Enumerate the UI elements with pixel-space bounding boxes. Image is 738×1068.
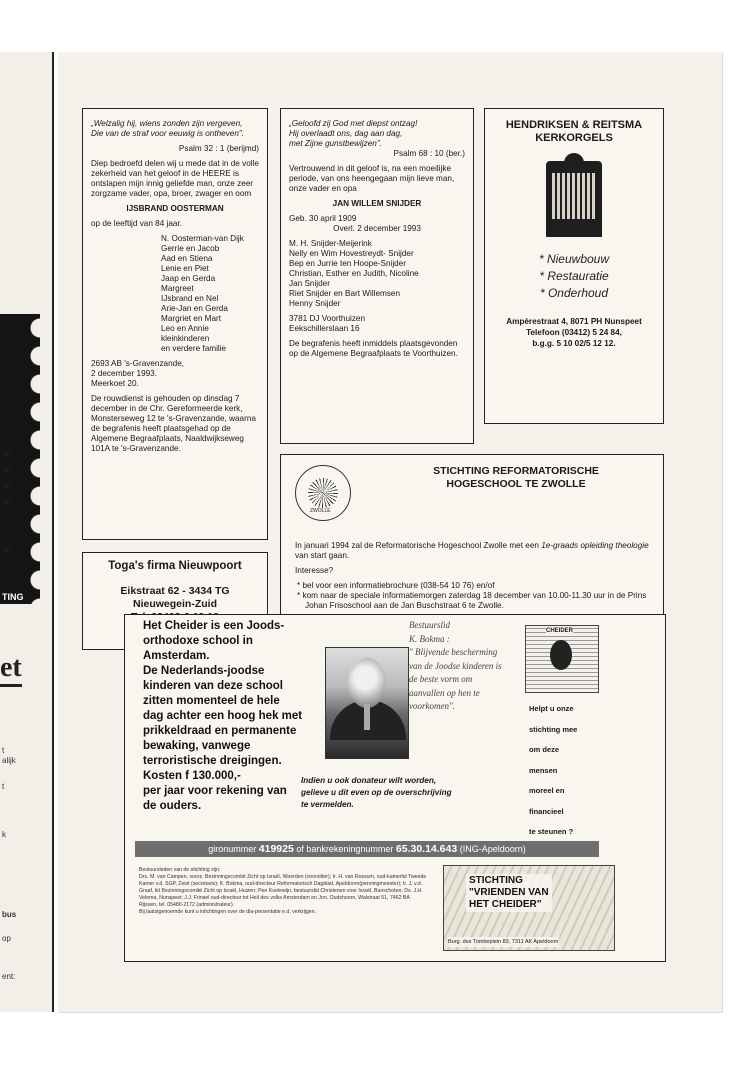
obituary-oosterman (82, 108, 268, 540)
obituary-snijder (280, 108, 474, 444)
toga-address: Eikstraat 62 - 3434 TG Nieuwegein-Zuid (120, 585, 230, 610)
school-intro (295, 541, 653, 561)
board-member-quote: Bestuurslid K. Bokma : " Blijvende bescherming van de Joodse kinderen is de beste vorm om aanvallen op hen te voorkomen". (409, 620, 502, 711)
school-bullet-text: kom naar de speciale informatiemorgen zaterdag 18 december van 10.00-11.30 uur in de Prins Johan Frisoschool aan de Jan Buschstraat 6 te Zwolle. (302, 591, 647, 610)
school-logo (295, 465, 351, 521)
obituary-family: N. Oosterman-van Dijk Gerrie en Jacob Aad en Stiena Lenie en Piet Jaap en Gerda Margreet IJsbrand en Nel Arie-Jan en Gerda Margriet en Mart Leo en Annie kleinkinderen en verdere familie (161, 234, 244, 353)
board-members-list: Bestuursleden van de stichting zijn: Drs. M. van Campen, voorz. Bezinningscomité Zicht op Israël, Woerden (voorzitter); Ir. H. van Rossum, oud-kamerlid Tweede Kamer v.d. SGP, Zeist (secretaris); K. Bokma, oud-directeur Reformatorisch Dagblad, Apeldoorn(penningmeester); Ir. J. v.d. Graaf, lid Bezinningscomité Zicht op Israël, Huizen; Pee Koelewijn, bestuurslid Christenen voor Israël, Bunschoten; Ds. J.H. Velema, Nunspeet; J.J. Frinsel oud-directeur tot Heil des volks Amsterdam en Jon. Oudshoorn, Walstraat 51, 7462 BA Rijssen, tel. 05480-2172 (administrateur). Bij laatstgenoemde kunt u inlichtingen over de dia-presentatie e.d. verkrijgen. (139, 867, 427, 915)
school-bullet: * bel voor een informatiebrochure (038-54 10 76) en/of (297, 581, 495, 590)
obituary-address: 3781 DJ Voorthuizen Eekschillerslaan 16 (289, 314, 366, 333)
stichting-title: STICHTING "VRIENDEN VAN HET CHEIDER" (466, 874, 552, 912)
school-title: STICHTING REFORMATORISCHE HOGESCHOOL TE ZWOLLE (433, 465, 599, 490)
adjacent-page-strip (0, 52, 54, 1012)
obituary-born: Geb. 30 april 1909 (289, 214, 357, 223)
stamp-ting: TING (2, 592, 24, 602)
newspaper-page (58, 52, 722, 1012)
donor-text: Indien u ook donateur wilt worden, gelieve u dit even op de overschrijving te vermelden. (301, 776, 452, 809)
giro-bar (135, 841, 599, 857)
text-fragment: bus (2, 910, 17, 919)
stichting-logo (443, 865, 615, 951)
giro-label: gironummer (208, 844, 259, 854)
help-line: Helpt u onze (529, 704, 574, 713)
obituary-verse: „Geloofd zij God met diepst ontzag! Hij overlaadt ons, dag aan dag, met Zijne gunstbewijzen”. (289, 119, 418, 148)
help-line: mensen (529, 765, 558, 775)
stichting-address: Burg. des Tombeplein 83, 7311 AK Apeldoorn (448, 939, 559, 945)
obituary-family: M. H. Snijder-Meijerink Nelly en Wim Hovestreydt- Snijder Bep en Jurrie ten Hoope-Snijder Christian, Esther en Judith, Nicoline Jan Snijder Riet Snijder en Bart Willemsen Henny Snijder (289, 239, 419, 308)
obituary-verse-ref: Psalm 32 : 1 (berijmd) (178, 144, 259, 153)
text-fragment: ent: (2, 972, 16, 981)
school-bullet: * kom naar de speciale informatiemorgen zaterdag 18 december van 10.00-11.30 uur in de Prins Johan Frisoschool aan de Jan Buschstraat 6 te Zwolle. (297, 591, 647, 610)
text-fragment: op (2, 934, 11, 943)
organ-illustration (546, 161, 602, 237)
help-line: stichting mee (529, 724, 578, 734)
organ-service: * Restauratie (539, 269, 609, 283)
stamp-number: 50 (2, 546, 11, 555)
obituary-name: JAN WILLEM SNIJDER (332, 199, 422, 208)
obituary-intro: Vertrouwend in dit geloof is, na een moeilijke periode, van ons heengegaan mijn lieve man, onze vader en opa (289, 164, 455, 193)
obituary-died: Overl. 2 december 1993 (333, 224, 421, 233)
organ-service: * Nieuwbouw (538, 252, 610, 266)
text-fragment: alijk (2, 756, 16, 765)
stamp-number: 00 (2, 482, 11, 491)
bank-number: 65.30.14.643 (395, 843, 458, 855)
giro-number: 419925 (258, 843, 294, 855)
cheider-book-illustration (525, 625, 599, 693)
help-text (529, 699, 577, 843)
school-intro-text: In januari 1994 zal de Reformatorische Hogeschool Zwolle met een (295, 541, 542, 550)
obituary-age: op de leeftijd van 84 jaar. (91, 219, 183, 228)
text-fragment: k (2, 830, 6, 839)
bank-name: (ING-Apeldoorn) (457, 844, 526, 854)
help-line: moreel en (529, 786, 565, 795)
school-bullet-text: bel voor een informatiebrochure (038-54 10 76) en/of (302, 581, 495, 590)
school-intro-emphasis: 1e-graads opleiding theologie (541, 541, 649, 550)
stamp-number: 00 (2, 498, 11, 507)
cheider-ad (124, 614, 666, 962)
stamp-number: 50 (2, 450, 11, 459)
school-intro-text: van start gaan. (295, 551, 350, 560)
stamp-number: 50 (2, 466, 11, 475)
stamp-border-graphic (0, 314, 40, 604)
obituary-verse: „Welzalig hij, wiens zonden zijn vergeven, Die van de straf voor eeuwig is ontheven”. (91, 119, 244, 138)
book-label: CHEIDER (546, 628, 574, 634)
school-question: Interesse? (295, 566, 334, 575)
obituary-service: De rouwdienst is gehouden op dinsdag 7 december in de Chr. Gereformeerde kerk, Monsterseweg 12 te 's-Gravenzande, waarna de begrafenis heeft plaatsgehad op de Algemene Begraafplaats, Naaldwijkseweg 101A te 's-Gravenzande. (91, 394, 256, 453)
obituary-address: 2693 AB 's-Gravenzande, 2 december 1993. Meerkoet 20. (91, 359, 185, 388)
board-member-photo (325, 647, 409, 759)
cheider-main-text: Het Cheider is een Joods-orthodoxe school in Amsterdam. De Nederlands-joodse kinderen van deze school zitten momenteel de hele dag achter een hoog hek met prikkeldraad en permanente bewaking, vanwege terroristische dreigingen. Kosten f 130.000,- per jaar voor rekening van de ouders. (143, 620, 303, 812)
organ-title: HENDRIKSEN & REITSMA KERKORGELS (505, 119, 643, 144)
bank-label: of bankrekeningnummer (293, 844, 396, 854)
obituary-burial: De begrafenis heeft inmiddels plaatsgevonden op de Algemene Begraafplaats te Voorthuizen. (289, 339, 458, 358)
text-fragment: t (2, 782, 5, 791)
text-fragment: t (2, 746, 5, 755)
school-logo-label: ZWOLLE (310, 508, 331, 514)
help-line: te steunen ? (529, 827, 574, 836)
help-line: om deze (529, 745, 560, 754)
obituary-verse-ref: Psalm 68 : 10 (ber.) (393, 149, 465, 158)
obituary-name: IJSBRAND OOSTERMAN (126, 204, 224, 213)
organ-ad (484, 108, 664, 424)
toga-title: Toga's firma Nieuwpoort (108, 560, 242, 572)
heading-fragment: et (0, 652, 22, 687)
organ-service: * Onderhoud (539, 286, 609, 300)
obituary-intro: Diep bedroefd delen wij u mede dat in de volle zekerheid van het geloof in de HEERE is ontslapen mijn innig geliefde man, onze zeer zorgzame vader, opa, broer, zwager en oom (91, 159, 259, 198)
organ-address: Ampèrestraat 4, 8071 PH Nunspeet Telefoon (03412) 5 24 84, b.g.g. 5 10 02/5 12 12. (506, 317, 642, 348)
help-line: financieel (529, 806, 564, 816)
